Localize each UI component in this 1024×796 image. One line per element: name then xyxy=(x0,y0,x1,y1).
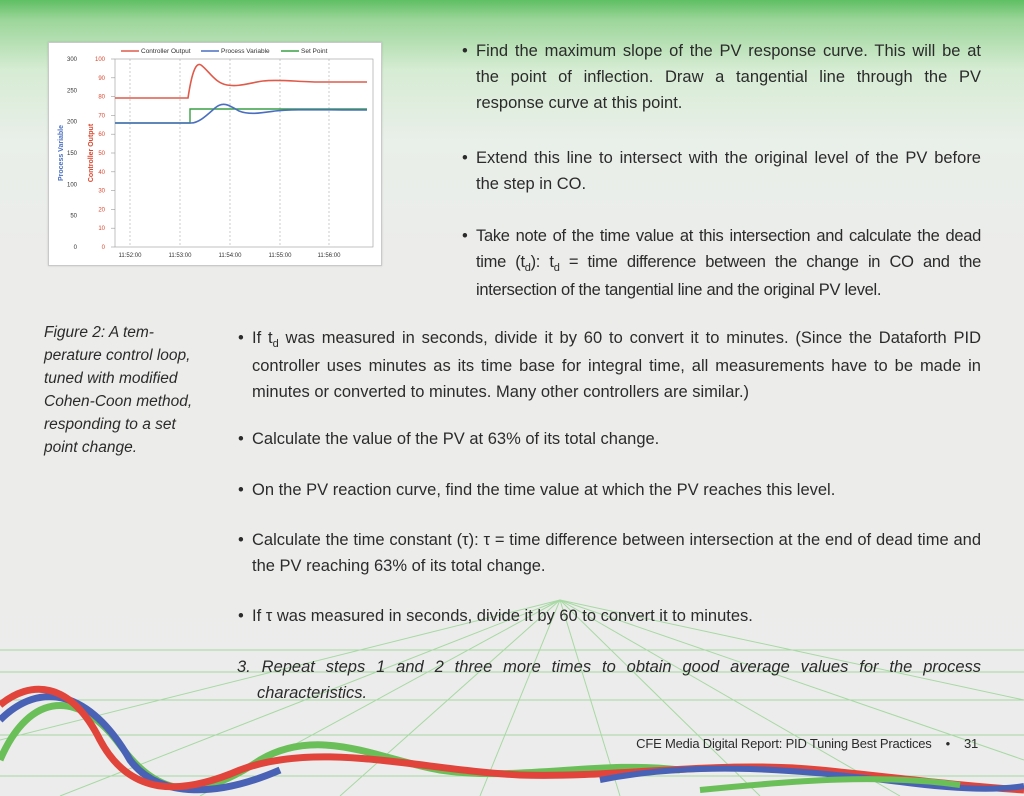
bullet-text-part: If t xyxy=(252,329,273,347)
legend-sp-label: Set Point xyxy=(301,48,328,55)
bullet-calc-63 xyxy=(238,426,981,452)
right-tick-label: 40 xyxy=(98,169,105,176)
right-axis-title: Controller Output xyxy=(88,123,95,183)
subscript-d: d xyxy=(272,338,279,350)
caption-line: tuned with modified xyxy=(44,370,178,387)
left-tick-label: 0 xyxy=(73,245,77,251)
legend-pv-label: Process Variable xyxy=(221,48,270,55)
bullet-find-time xyxy=(238,477,981,503)
right-tick-label: 0 xyxy=(101,245,105,251)
right-tick-label: 90 xyxy=(98,75,105,82)
time-tick-label: 11:53:00 xyxy=(168,253,192,259)
bullet-dot: • xyxy=(462,42,468,60)
right-tick-label: 10 xyxy=(98,226,105,233)
right-tick-label: 60 xyxy=(98,132,105,139)
left-tick-label: 100 xyxy=(66,182,77,189)
bullet-text: If τ was measured in seconds, divide it by 60 to convert it to minutes. xyxy=(252,607,753,625)
time-tick-label: 11:52:00 xyxy=(118,253,142,259)
step-3-body: 3. Repeat steps 1 and 2 three more times to obtain good average values for the process characteristics. xyxy=(237,658,981,702)
left-tick-label: 250 xyxy=(66,88,77,95)
chart-legend xyxy=(121,48,328,55)
time-axis-labels xyxy=(119,253,342,259)
page-footer xyxy=(636,736,978,751)
bullet-text: Extend this line to intersect with the original level of the PV before the step in CO. xyxy=(476,149,981,193)
right-tick-label: 80 xyxy=(98,94,105,101)
subscript-d: d xyxy=(553,262,560,274)
left-tick-label: 150 xyxy=(66,151,77,157)
right-tick-label: 50 xyxy=(98,151,105,157)
bullet-extend-line xyxy=(462,145,981,197)
bullet-dead-time xyxy=(462,223,981,303)
left-axis-title: Process Variable xyxy=(58,124,65,182)
bullet-text: On the PV reaction curve, find the time value at which the PV reaches this level. xyxy=(252,481,836,499)
bullet-dot: • xyxy=(238,430,244,448)
bullet-text-part: was measured in seconds, divide it by 60 to convert it to minutes. (Since the Dataforth PID controller uses minutes as its time base for integral time, all measurements have to be made in minutes or converted to minutes. Many other controllers are similar.) xyxy=(252,329,981,401)
bullet-dot: • xyxy=(462,227,468,245)
right-tick-label: 70 xyxy=(98,113,105,120)
subscript-d: d xyxy=(524,262,531,274)
time-tick-label: 11:56:00 xyxy=(317,253,341,259)
bullet-text-part: = time difference between the change in CO and the intersection of the tangential line and the original PV level. xyxy=(476,253,981,299)
bullet-text-part: Take note of the time value at this intersection and calculate the dead time (t xyxy=(476,227,981,271)
bullet-text: Calculate the time constant (τ): τ = time difference between intersection at the end of dead time and the PV reaching 63% of its total change. xyxy=(252,531,981,575)
bullet-time-constant xyxy=(238,527,981,579)
step-3-text xyxy=(237,654,981,706)
bullet-text-part: ): t xyxy=(530,253,554,271)
time-tick-label: 11:55:00 xyxy=(268,253,292,259)
legend-co-label: Controller Output xyxy=(141,48,191,55)
caption-line: Figure 2: A tem- xyxy=(44,324,154,341)
figure-chart xyxy=(48,42,382,266)
right-tick-label: 30 xyxy=(98,188,105,195)
bullet-dot: • xyxy=(238,329,244,347)
chart-svg xyxy=(49,43,381,265)
bullet-dot: • xyxy=(238,607,244,625)
caption-line: point change. xyxy=(44,439,138,456)
plot-area xyxy=(115,59,373,247)
caption-line: Cohen-Coon method, xyxy=(44,393,193,410)
caption-line: responding to a set xyxy=(44,416,176,433)
figure-caption xyxy=(44,321,204,459)
right-tick-label: 20 xyxy=(98,207,105,214)
footer-bullet: • xyxy=(945,736,950,751)
left-tick-label: 300 xyxy=(66,57,77,63)
bullet-dot: • xyxy=(462,149,468,167)
footer-title: CFE Media Digital Report: PID Tuning Best Practices xyxy=(636,736,932,751)
page-number: 31 xyxy=(963,736,978,751)
bullet-dot: • xyxy=(238,481,244,499)
bullet-convert-td xyxy=(238,325,981,405)
left-tick-label: 50 xyxy=(70,213,77,220)
right-tick-label: 100 xyxy=(94,57,105,63)
caption-line: perature control loop, xyxy=(44,347,191,364)
left-tick-label: 200 xyxy=(66,119,77,126)
bullet-convert-tau xyxy=(238,603,981,629)
bullet-text: Calculate the value of the PV at 63% of its total change. xyxy=(252,430,660,448)
bullet-text: Find the maximum slope of the PV response curve. This will be at the point of inflection. Draw a tangential line through the PV response curve at this point. xyxy=(476,42,981,112)
bullet-dot: • xyxy=(238,531,244,549)
time-tick-label: 11:54:00 xyxy=(218,253,242,259)
bullet-find-max-slope xyxy=(462,38,981,116)
